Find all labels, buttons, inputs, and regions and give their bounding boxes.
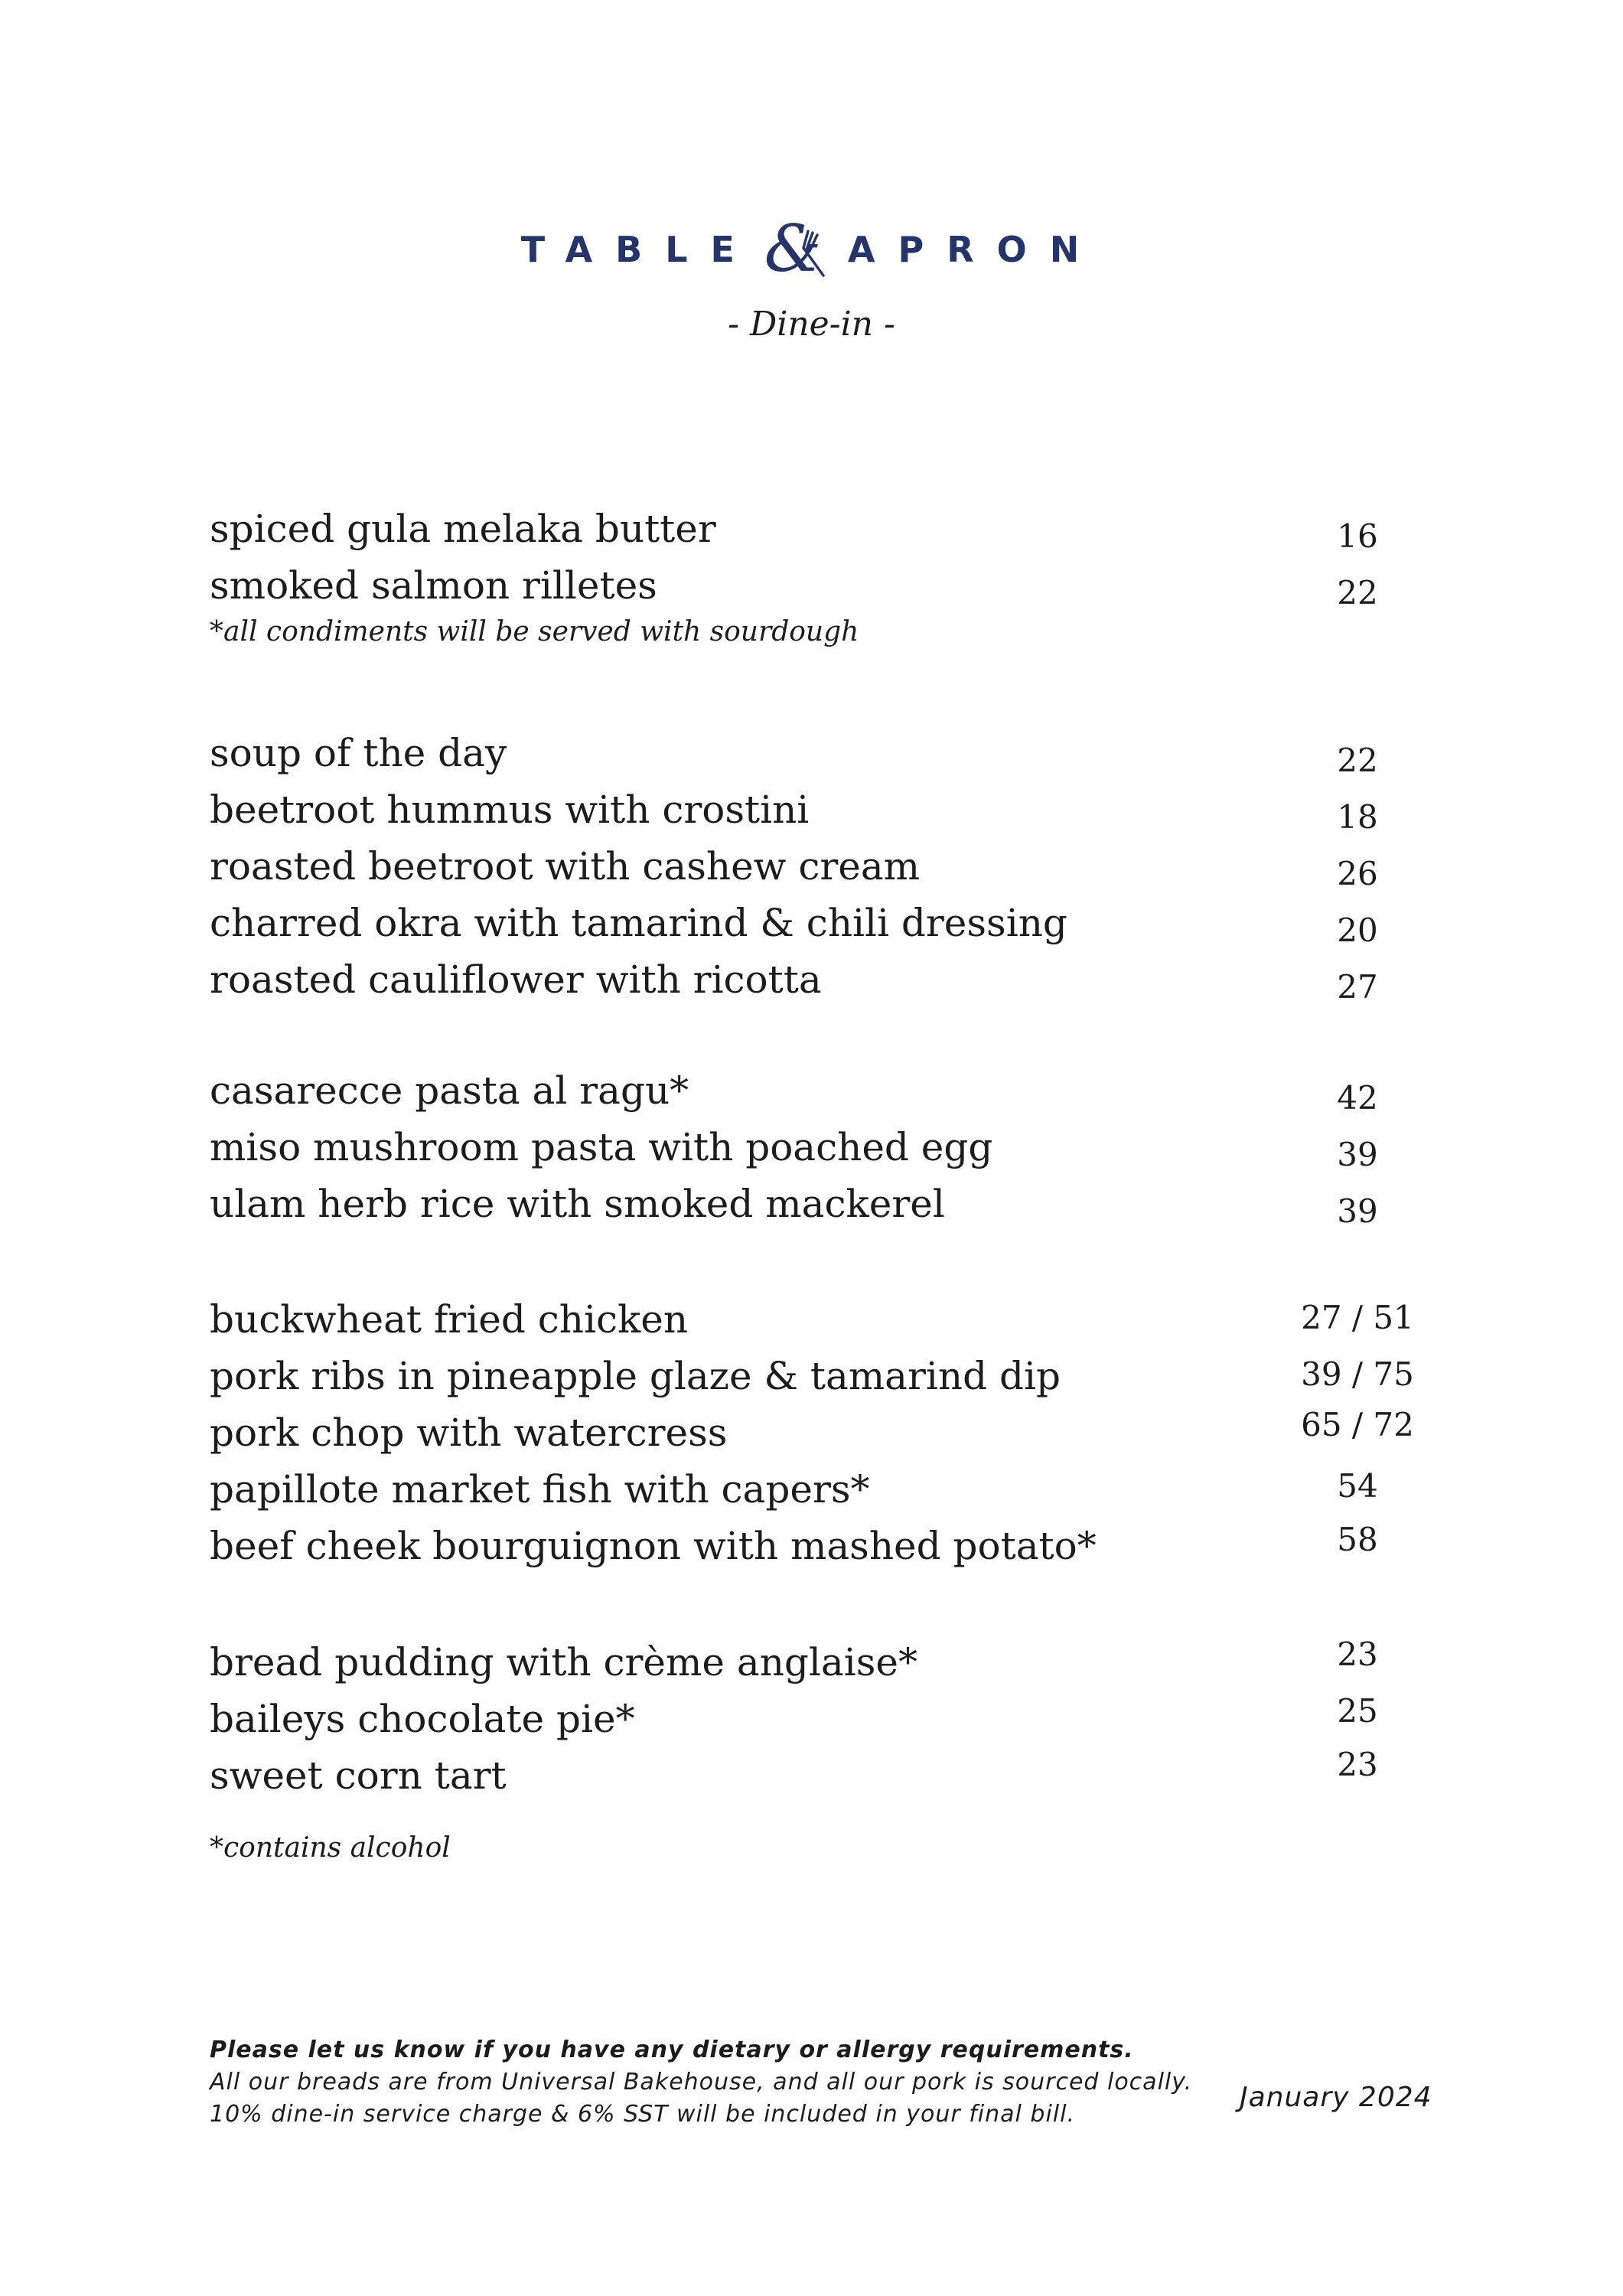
dish-name: miso mushroom pasta with poached egg	[210, 1125, 993, 1169]
dish-price: 27 / 51	[1301, 1299, 1414, 1336]
service-charge-notice: 10% dine-in service charge & 6% SST will be included in your final bill.	[210, 2101, 1075, 2128]
dish-price: 25	[1337, 1692, 1378, 1730]
dish-name: bread pudding with crème anglaise*	[210, 1640, 917, 1684]
brand-word-right: APRON	[847, 229, 1103, 270]
dish-price: 23	[1337, 1746, 1378, 1783]
dish-price: 39	[1337, 1192, 1378, 1230]
brand-logo	[0, 217, 1623, 282]
menu-item	[210, 1348, 1434, 1404]
menu-section-mains	[210, 1291, 1434, 1574]
dish-name: casarecce pasta al ragu*	[210, 1068, 689, 1113]
dish-price: 65 / 72	[1301, 1406, 1414, 1443]
menu-section-desserts	[210, 1634, 1434, 1870]
menu-section-pasta-rice	[210, 1062, 1434, 1232]
dish-price: 42	[1337, 1079, 1378, 1117]
dish-price: 16	[1337, 517, 1378, 555]
menu-item	[210, 951, 1434, 1008]
dish-name: soup of the day	[210, 731, 507, 775]
sourcing-notice: All our breads are from Universal Bakehouse, and all our pork is sourced locally.	[210, 2069, 1193, 2095]
menu-item	[210, 725, 1434, 781]
menu-date: January 2024	[1240, 2082, 1432, 2113]
dietary-notice: Please let us know if you have any dietary or allergy requirements.	[210, 2037, 1134, 2063]
menu-item	[210, 1062, 1434, 1119]
dish-name: papillote market fish with capers*	[210, 1467, 870, 1512]
dish-price: 54	[1337, 1467, 1378, 1505]
menu-section-small-plates	[210, 725, 1434, 1008]
menu-item	[210, 1291, 1434, 1348]
brand-word-left: TABLE	[520, 229, 758, 270]
menu-item	[210, 1518, 1434, 1574]
menu-item	[210, 1747, 1434, 1804]
dish-name: charred okra with tamarind & chili dressing	[210, 901, 1067, 945]
condiments-note: *all condiments will be served with sourdough	[210, 616, 859, 647]
dish-price: 39	[1337, 1136, 1378, 1173]
menu-item	[210, 895, 1434, 951]
ampersand-fork-icon	[764, 217, 828, 282]
alcohol-note: *contains alcohol	[210, 1832, 451, 1864]
menu-item	[210, 838, 1434, 895]
menu-item	[210, 1119, 1434, 1176]
dish-name: spiced gula melaka butter	[210, 507, 716, 551]
dish-price: 26	[1337, 855, 1378, 892]
dish-price: 18	[1337, 798, 1378, 836]
dish-name: roasted cauliflower with ricotta	[210, 957, 822, 1002]
menu-section-condiments	[210, 501, 1434, 654]
dish-name: baileys chocolate pie*	[210, 1697, 635, 1741]
dish-name: ulam herb rice with smoked mackerel	[210, 1182, 945, 1226]
dish-name: pork chop with watercress	[210, 1411, 728, 1455]
menu-item	[210, 557, 1434, 614]
dish-name: smoked salmon rilletes	[210, 563, 657, 608]
dish-price: 27	[1337, 968, 1378, 1006]
menu-item	[210, 501, 1434, 557]
dish-price: 22	[1337, 574, 1378, 612]
menu-list	[210, 501, 1434, 1870]
dish-name: buckwheat fried chicken	[210, 1297, 689, 1342]
svg-text:&: &	[764, 217, 822, 282]
menu-item	[210, 1634, 1434, 1691]
dish-name: roasted beetroot with cashew cream	[210, 844, 921, 889]
menu-item	[210, 1404, 1434, 1461]
menu-item	[210, 1691, 1434, 1747]
dish-price: 22	[1337, 742, 1378, 779]
menu-item	[210, 1461, 1434, 1518]
menu-item	[210, 1176, 1434, 1232]
dish-name: beef cheek bourguignon with mashed potato*	[210, 1524, 1097, 1568]
dish-price: 20	[1337, 912, 1378, 949]
menu-subtitle: - Dine-in -	[728, 305, 895, 344]
dish-price: 39 / 75	[1301, 1355, 1414, 1393]
dish-name: beetroot hummus with crostini	[210, 788, 810, 832]
dish-price: 23	[1337, 1636, 1378, 1673]
dish-price: 58	[1337, 1521, 1378, 1558]
dish-name: pork ribs in pineapple glaze & tamarind dip	[210, 1354, 1061, 1398]
menu-item	[210, 781, 1434, 838]
dish-name: sweet corn tart	[210, 1753, 507, 1798]
